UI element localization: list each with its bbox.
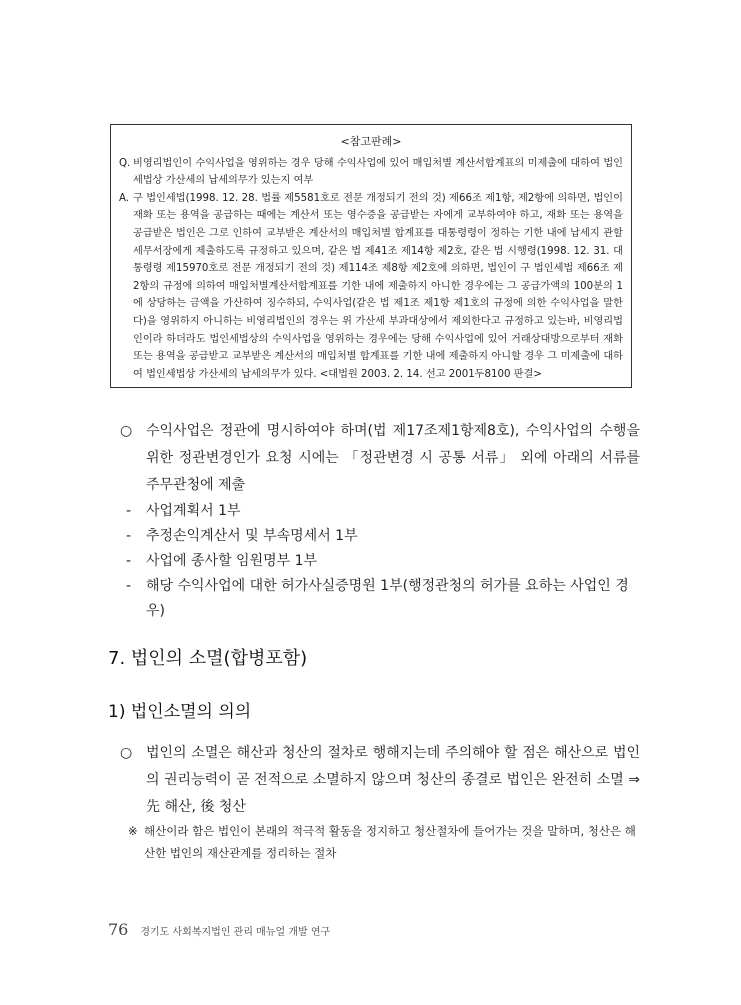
dissolution-text: 법인의 소멸은 해산과 청산의 절차로 행해지는데 주의해야 할 점은 해산으로 법인의 권리능력이 곧 전적으로 소멸하지 않으며 청산의 종결로 법인은 완전히 소멸 ⇒ 先 해산, 後 청산 — [146, 745, 640, 815]
reference-case-box — [110, 124, 632, 388]
dissolution-note — [128, 820, 640, 864]
question-text: 비영리법인이 수익사업을 영위하는 경우 당해 수익사업에 있어 매입처별 계산서합계표의 미제출에 대하여 법인세법상 가산세의 납세의무가 있는지 여부 — [133, 157, 623, 187]
required-documents-list — [126, 499, 640, 624]
reference-question — [119, 155, 623, 190]
subsection-heading: 1) 법인소멸의 의의 — [108, 702, 252, 722]
reference-box-title: <참고판례> — [340, 135, 402, 148]
list-item — [126, 549, 640, 574]
reference-mark-icon: ※ — [128, 824, 138, 838]
dash-bullet-icon: - — [126, 553, 132, 569]
dash-bullet-icon: - — [126, 528, 132, 544]
answer-label: A. — [119, 192, 130, 204]
list-item — [126, 574, 640, 624]
note-text: 해산이라 함은 법인이 본래의 적극적 활동을 정지하고 청산절차에 들어가는 것을 말하며, 청산은 해산한 법인의 재산관계를 정리하는 절차 — [144, 824, 636, 860]
answer-text: 구 법인세법(1998. 12. 28. 법률 제5581호로 전문 개정되기 전의 것) 제66조 제1항, 제2항에 의하면, 법인이 재화 또는 용역을 공급하는 때에는 계산서 또는 영수증을 공급받는 자에게 교부하여야 하고, 재화 또는 용역을 공급받은 법인은 그로 인하여 교부받은 계산서의 매입처별 합계표를 대통령령이 정하는 기한 내에 납세지 관할세무서장에게 제출하도록 규정하고 있으며, 같은 법 제41조 제14항 제2호, 같은 법 시행령(1998. 12. 31. 대통령령 제15970호로 전문 개정되기 전의 것) 제114조 제8항 제2호에 의하면, 법인이 구 법인세법 제66조 제2항의 규정에 의하여 매입처별계산서합계표를 기한 내에 제출하지 아니한 경우에는 그 공급가액의 100분의 1에 상당하는 금액을 가산하여 징수하되, 수익사업(같은 법 제1조 제1항 제1호의 규정에 의한 수익사업을 말한다)을 영위하지 아니하는 비영리법인의 경우는 위 가산세 부과대상에서 제외한다고 규정하고 있는바, 비영리법인이라 하더라도 법인세법상의 수익사업을 영위하는 경우에는 당해 수익사업에 있어 거래상대방으로부터 재화 또는 용역을 공급받고 교부받은 계산서의 매입처별 합계표를 기한 내에 제출하지 아니할 경우 그 미제출에 대하여 법인세법상 가산세의 납세의무가 있다. <대법원 2003. 2. 14. 선고 2001두8100 판결> — [133, 192, 623, 380]
articles-change-section — [120, 418, 640, 624]
publication-title: 경기도 사회복지법인 관리 매뉴얼 개발 연구 — [140, 927, 331, 938]
circle-bullet-icon: ○ — [120, 423, 133, 439]
list-item — [126, 499, 640, 524]
question-label: Q. — [119, 157, 131, 169]
dash-bullet-icon: - — [126, 578, 132, 594]
circle-bullet-icon: ○ — [120, 745, 133, 761]
dissolution-paragraph — [120, 740, 640, 821]
page-footer — [108, 920, 330, 939]
articles-change-text: 수익사업은 정관에 명시하여야 하며(법 제17조제1항제8호), 수익사업의 수행을 위한 정관변경인가 요청 시에는 「정관변경 시 공통 서류」 외에 아래의 서류를 주무관청에 제출 — [146, 423, 640, 493]
page-number: 76 — [108, 920, 129, 939]
list-item — [126, 524, 640, 549]
dash-bullet-icon: - — [126, 503, 132, 519]
reference-answer — [119, 190, 623, 384]
list-item-text: 해당 수익사업에 대한 허가사실증명원 1부(행정관청의 허가를 요하는 사업인 경우) — [146, 578, 629, 619]
dissolution-section — [120, 740, 640, 821]
list-item-text: 사업계획서 1부 — [146, 503, 241, 519]
list-item-text: 추정손익계산서 및 부속명세서 1부 — [146, 528, 358, 544]
list-item-text: 사업에 종사할 임원명부 1부 — [146, 553, 318, 569]
section-heading: 7. 법인의 소멸(합병포함) — [108, 648, 308, 669]
articles-change-paragraph — [120, 418, 640, 499]
